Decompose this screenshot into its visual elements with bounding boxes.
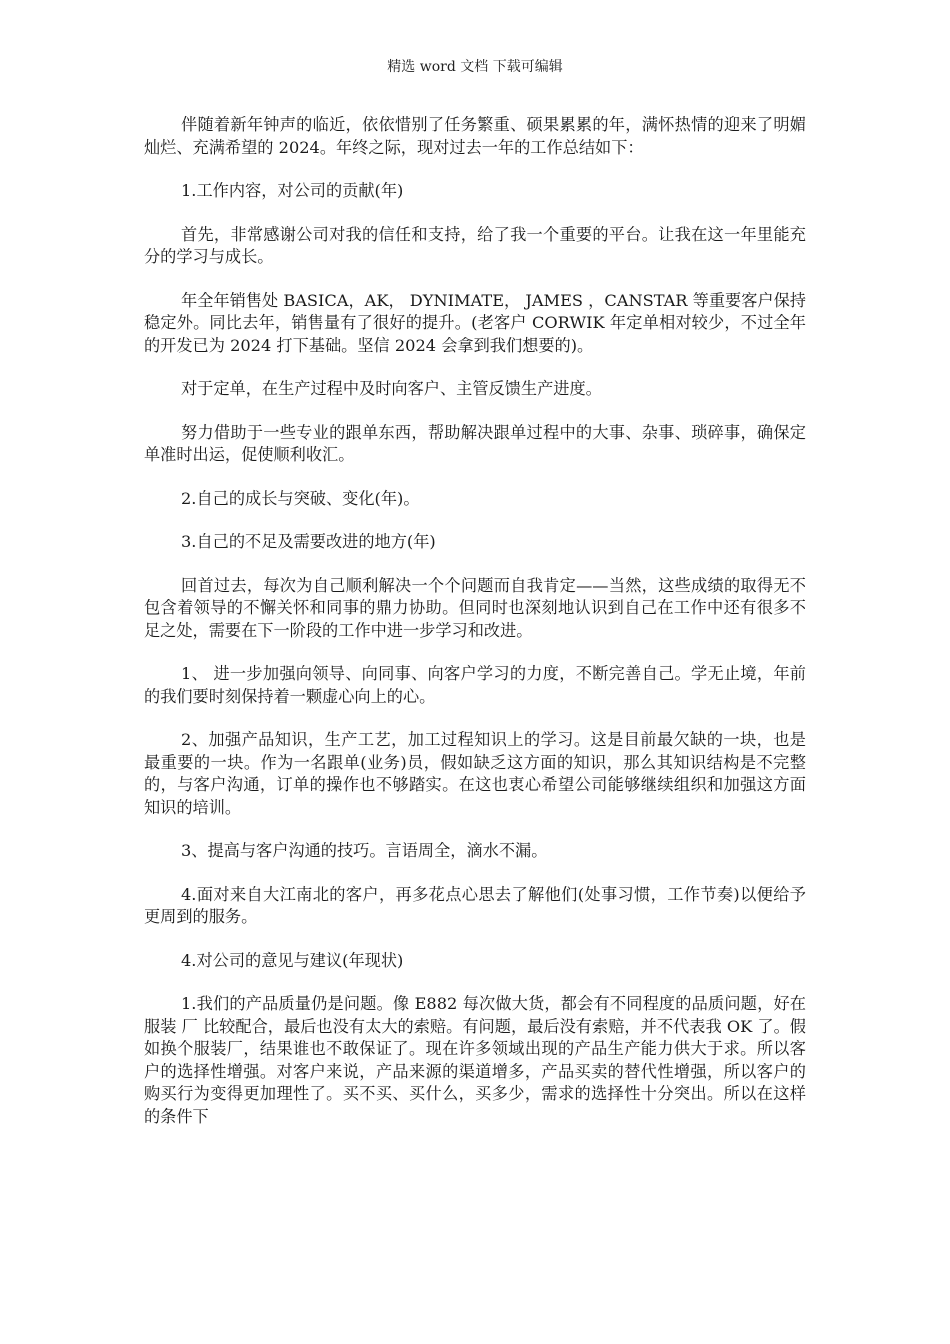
section-heading-growth: 2.自己的成长与突破、变化(年)。 <box>181 488 420 508</box>
list-item-customer-service: 4.面对来自大江南北的客户，再多花点心思去了解他们(处事习惯，工作节奏)以便给予更周到的服务。 <box>144 884 806 926</box>
paragraph-quality: 1.我们的产品质量仍是问题。像 E882 每次做大货，都会有不同程度的品质问题，好在服装 厂 比较配合，最后也没有太大的索赔。有问题，最后没有索赔，并不代表我 OK 了。假如换个服装厂，结果谁也不敢保证了。现在许多领域出现的产品生产能力供大于求。所以客户的选择性增强。对客户来说，产品来源的渠道增多，产品买卖的替代性增强，所以客户的购买行为变得更加理性了。买不买、买什么，买多少，需求的选择性十分突出。所以在这样的条件下 <box>144 994 806 1126</box>
paragraph-sales: 年全年销售处 BASICA，AK， DYNIMATE， JAMES ，CANSTAR 等重要客户保持稳定外。同比去年，销售量有了很好的提升。(老客户 CORWIK 年定单相对较少，不过全年的开发已为 2024 打下基础。坚信 2024 会拿到我们想要的)。 <box>144 290 806 355</box>
section-heading-work-content: 1.工作内容，对公司的贡献(年) <box>181 181 404 200</box>
list-item-learning: 1、 进一步加强向领导、向同事、向客户学习的力度，不断完善自己。学无止境，年前的我们要时刻保持着一颗虚心向上的心。 <box>144 664 806 706</box>
list-item-communication: 3、提高与客户沟通的技巧。言语周全，滴水不漏。 <box>181 841 548 860</box>
paragraph-thanks: 首先，非常感谢公司对我的信任和支持，给了我一个重要的平台。让我在这一年里能充分的学习与成长。 <box>144 224 806 266</box>
section-heading-suggestions: 4.对公司的意见与建议(年现状) <box>181 950 404 970</box>
paragraph-followup: 努力借助于一些专业的跟单东西，帮助解决跟单过程中的大事、杂事、琐碎事，确保定单准时出运，促使顺利收汇。 <box>144 422 806 464</box>
list-item-product-knowledge: 2、加强产品知识，生产工艺，加工过程知识上的学习。这是目前最欠缺的一块，也是最重要的一块。作为一名跟单(业务)员，假如缺乏这方面的知识，那么其知识结构是不完整的，与客户沟通，订单的操作也不够踏实。在这也衷心希望公司能够继续组织和加强这方面知识的培训。 <box>144 730 806 817</box>
page-header: 精选 word 文档 下载可编辑 <box>387 59 563 75</box>
paragraph-intro: 伴随着新年钟声的临近，依依惜别了任务繁重、硕果累累的年，满怀热情的迎来了明媚灿烂、充满希望的 2024。年终之际，现对过去一年的工作总结如下： <box>144 115 806 157</box>
paragraph-review: 回首过去，每次为自己顺利解决一个个问题而自我肯定——当然，这些成绩的取得无不包含着领导的不懈关怀和同事的鼎力协助。但同时也深刻地认识到自己在工作中还有很多不足之处，需要在下一阶段的工作中进一步学习和改进。 <box>144 575 806 640</box>
section-heading-shortcomings: 3.自己的不足及需要改进的地方(年) <box>181 532 436 551</box>
document-body <box>144 114 806 1149</box>
paragraph-orders: 对于定单，在生产过程中及时向客户、主管反馈生产进度。 <box>181 379 602 398</box>
